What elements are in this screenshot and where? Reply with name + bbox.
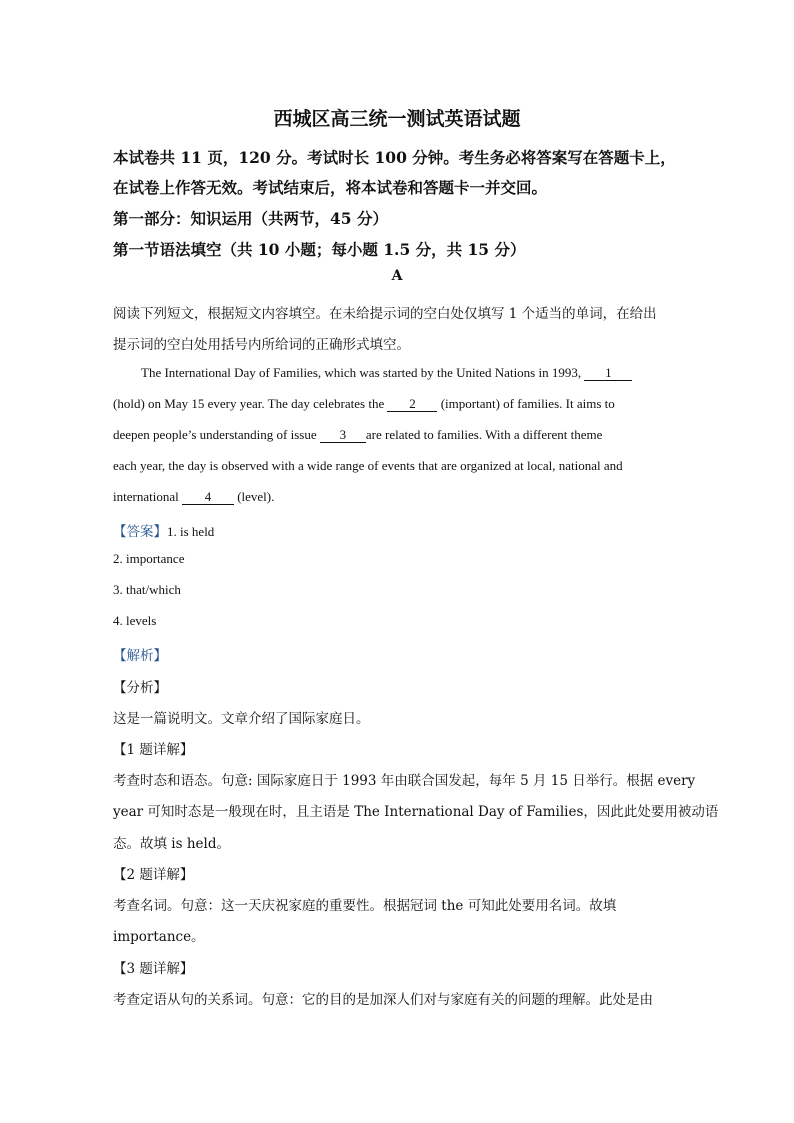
passage-text: international: [113, 489, 182, 504]
q2-line-1: 考查名词。句意：这一天庆祝家庭的重要性。根据冠词 the 可知此处要用名词。故填: [113, 898, 617, 914]
answer-1: 1. is held: [167, 524, 215, 539]
instructions-line-1: 阅读下列短文，根据短文内容填空。在未给提示词的空白处仅填写 1 个适当的单词，在给出: [113, 306, 657, 322]
answer-3: 3. that/which: [113, 582, 181, 597]
analysis-tag: 【解析】: [113, 648, 167, 664]
passage-line-1: [141, 365, 632, 381]
passage-line-5: [113, 489, 274, 505]
part-heading: 第一部分：知识运用（共两节，45 分）: [113, 209, 388, 228]
passage-text: are related to families. With a different theme: [365, 427, 603, 442]
q3-tag: 【3 题详解】: [113, 961, 194, 977]
blank-2: 2: [387, 397, 437, 412]
passage-line-2: [113, 396, 615, 412]
answer-line: [113, 520, 214, 540]
passage-text: (important) of families. It aims to: [437, 396, 615, 411]
answer-2: 2. importance: [113, 551, 185, 566]
blank-4: 4: [182, 490, 234, 505]
passage-line-4: each year, the day is observed with a wide range of events that are organized at local, national and: [113, 458, 623, 473]
intro-line-1: 本试卷共 11 页，120 分。考试时长 100 分钟。考生务必将答案写在答题卡上，: [113, 148, 676, 167]
q1-line-1: 考查时态和语态。句意: 国际家庭日于 1993 年由联合国发起，每年 5 月 15 日举行。根据 every: [113, 773, 696, 789]
fenxi-tag: 【分析】: [113, 680, 167, 696]
intro-line-2: 在试卷上作答无效。考试结束后，将本试卷和答题卡一并交回。: [113, 178, 548, 197]
q1-line-3: 态。故填 is held。: [113, 836, 230, 852]
passage-text: (hold) on May 15 every year. The day celebrates the: [113, 396, 388, 411]
blank-3: 3: [320, 428, 366, 443]
q2-line-2: importance。: [113, 929, 205, 945]
fenxi-text: 这是一篇说明文。文章介绍了国际家庭日。: [113, 711, 370, 727]
page-title: 西城区高三统一测试英语试题: [273, 108, 521, 130]
answer-4: 4. levels: [113, 613, 157, 628]
passage-text: deepen people’s understanding of issue: [113, 427, 320, 442]
instructions-line-2: 提示词的空白处用括号内所给词的正确形式填空。: [113, 337, 410, 353]
passage-text: The International Day of Families, which was started by the United Nations in 1993,: [141, 365, 585, 380]
passage-line-3: [113, 427, 602, 443]
q3-line-1: 考查定语从句的关系词。句意：它的目的是加深人们对与家庭有关的问题的理解。此处是由: [113, 992, 653, 1008]
blank-1: 1: [584, 366, 632, 381]
passage-text: (level).: [233, 489, 275, 504]
passage-label: A: [391, 268, 403, 284]
q1-line-2: year 可知时态是一般现在时，且主语是 The International Day of Families，因此此处要用被动语: [113, 804, 719, 820]
answer-tag: 【答案】: [113, 524, 167, 540]
q2-tag: 【2 题详解】: [113, 867, 194, 883]
q1-tag: 【1 题详解】: [113, 742, 194, 758]
section-heading: 第一节语法填空（共 10 小题；每小题 1.5 分，共 15 分）: [113, 240, 526, 259]
